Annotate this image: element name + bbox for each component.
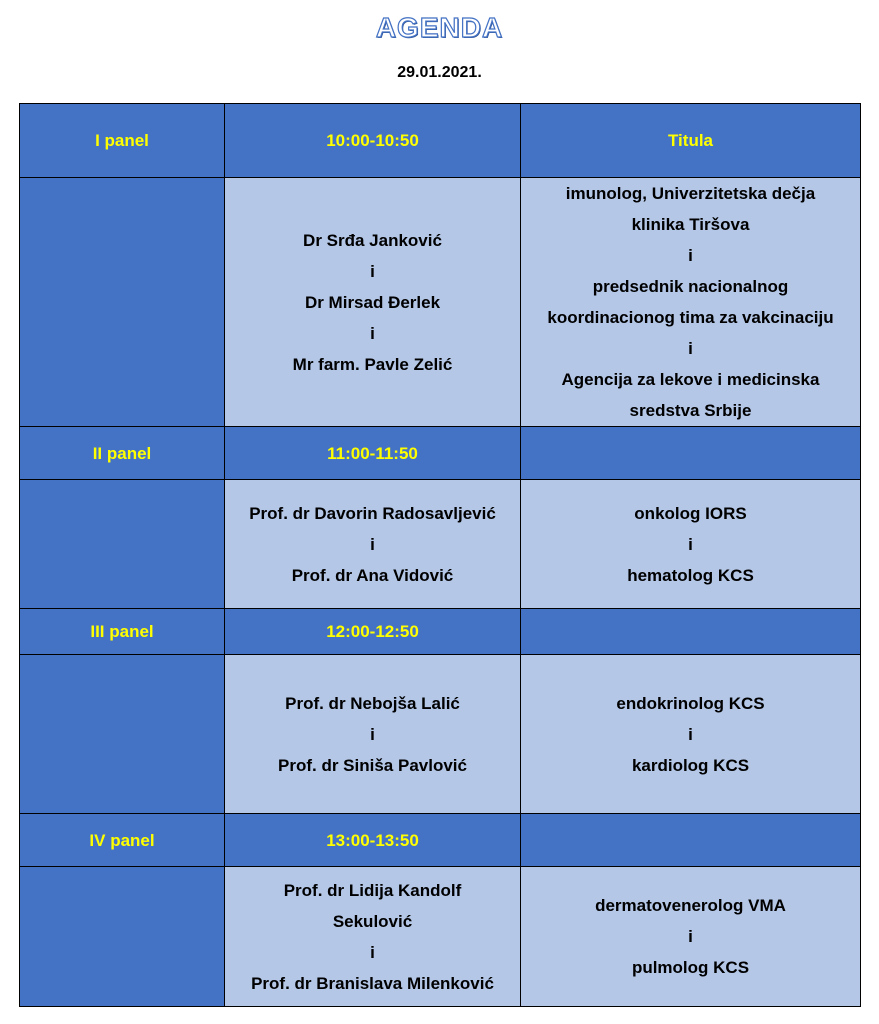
speakers-cell — [225, 480, 521, 609]
speaker-line: Prof. dr Nebojša Lalić — [285, 693, 460, 713]
title-line: i — [688, 927, 693, 946]
titles-cell — [521, 655, 861, 814]
title-line: hematolog KCS — [627, 565, 754, 585]
title-line: pulmolog KCS — [631, 958, 750, 977]
empty-cell — [521, 427, 861, 480]
title-line: Agencija za lekove i medicinska — [561, 370, 820, 389]
title-line: koordinacionog tima za vakcinaciju — [547, 308, 834, 327]
panel-label: I panel — [20, 104, 225, 178]
title-line: i — [688, 724, 693, 744]
speaker-line: i — [370, 534, 375, 554]
titles-cell — [521, 867, 861, 1007]
speaker-line: i — [370, 724, 375, 744]
panel-time: 13:00-13:50 — [225, 814, 521, 867]
speaker-line: Prof. dr Siniša Pavlović — [278, 755, 467, 775]
title-line: onkolog IORS — [634, 503, 747, 523]
panel-spacer-cell — [20, 655, 225, 814]
speaker-line: Sekulović — [332, 911, 413, 931]
title-line: i — [688, 339, 693, 358]
panel-label: III panel — [20, 609, 225, 655]
speaker-line: i — [370, 942, 375, 962]
speaker-line: i — [370, 323, 375, 343]
titles-cell — [521, 480, 861, 609]
panel-header-row — [20, 104, 861, 178]
speakers-cell — [225, 867, 521, 1007]
page-title: AGENDA — [375, 12, 504, 43]
panel-header-row — [20, 609, 861, 655]
title-line: sredstva Srbije — [629, 401, 752, 420]
title-line: kardiolog KCS — [631, 755, 750, 775]
speaker-line: Prof. dr Davorin Radosavljević — [249, 503, 496, 523]
panel-body-row — [20, 867, 861, 1007]
title-line: imunolog, Univerzitetska dečja — [565, 184, 816, 203]
agenda-table — [19, 103, 861, 1007]
speakers-cell — [225, 178, 521, 427]
speaker-line: Prof. dr Lidija Kandolf — [283, 880, 462, 900]
empty-cell — [521, 814, 861, 867]
titles-header: Titula — [521, 104, 861, 178]
panel-time: 10:00-10:50 — [225, 104, 521, 178]
speaker-line: Prof. dr Ana Vidović — [291, 565, 454, 585]
panel-body-row — [20, 655, 861, 814]
empty-cell — [521, 609, 861, 655]
panel-header-row — [20, 814, 861, 867]
title-line: dermatovenerolog VMA — [595, 896, 786, 915]
title-line: i — [688, 534, 693, 554]
title-line: endokrinolog KCS — [616, 693, 765, 713]
panel-time: 12:00-12:50 — [225, 609, 521, 655]
speakers-cell — [225, 655, 521, 814]
panel-spacer-cell — [20, 178, 225, 427]
speaker-line: i — [370, 261, 375, 281]
title-line: i — [688, 246, 693, 265]
panel-time: 11:00-11:50 — [225, 427, 521, 480]
speaker-line: Dr Srđa Janković — [303, 230, 442, 250]
speaker-line: Dr Mirsad Đerlek — [304, 292, 441, 312]
title-line: predsednik nacionalnog — [592, 277, 789, 296]
panel-label: IV panel — [20, 814, 225, 867]
speaker-line: Mr farm. Pavle Zelić — [292, 354, 453, 374]
agenda-date: 29.01.2021. — [397, 64, 482, 81]
panel-spacer-cell — [20, 480, 225, 609]
titles-cell — [521, 178, 861, 427]
panel-header-row — [20, 427, 861, 480]
panel-label: II panel — [20, 427, 225, 480]
panel-body-row — [20, 480, 861, 609]
speaker-line: Prof. dr Branislava Milenković — [251, 973, 494, 993]
panel-spacer-cell — [20, 867, 225, 1007]
title-line: klinika Tiršova — [631, 215, 750, 234]
panel-body-row — [20, 178, 861, 427]
